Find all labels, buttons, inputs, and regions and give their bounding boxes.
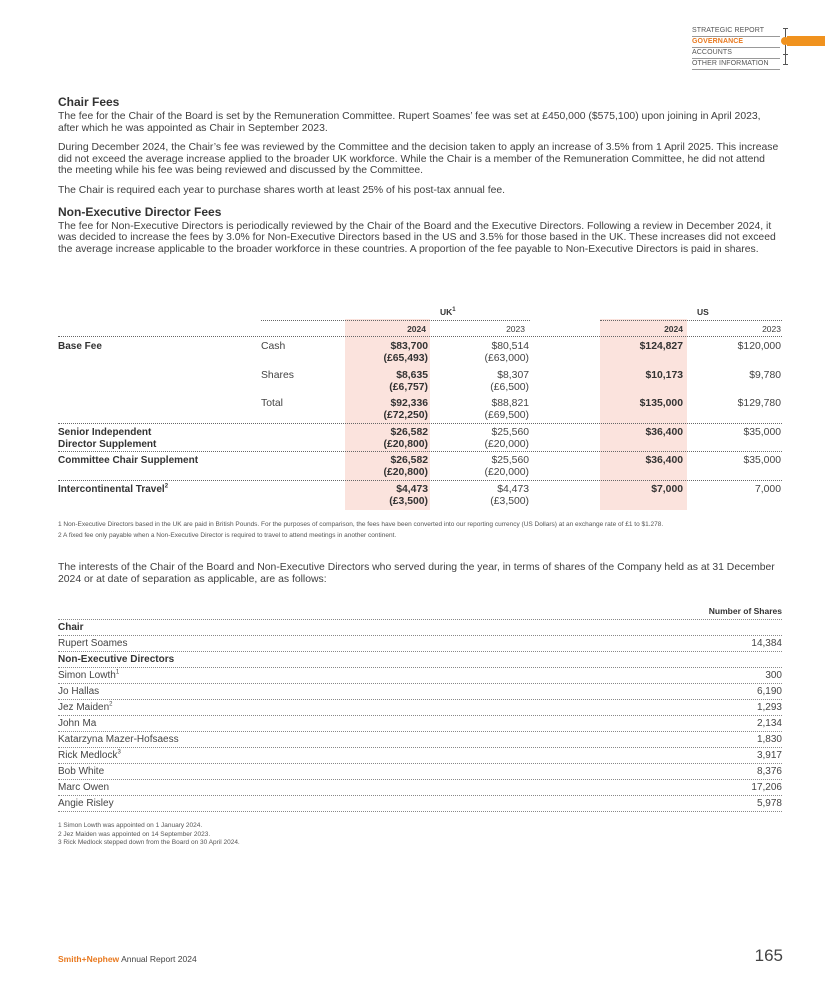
travel-label: Intercontinental Travel$^2$: [58, 483, 169, 495]
brand-name: Smith+Nephew: [58, 954, 120, 964]
uk-header: $UK^1$: [440, 307, 456, 317]
chair-fees-paragraph-2: During December 2024, the Chair’s fee was reviewed by the Committee and the decision taken to apply an increase of 3.5% from 1 April 2025. This increase did not exceed the average increase applied to the broader UK workforce. While the Chair is a member of the Remuneration Committee, he did not attend the meeting while his fee was being reviewed and discussed by the Committee.: [58, 142, 779, 177]
interests-paragraph: The interests of the Chair of the Board and Non-Executive Directors who served during the year, in terms of shares of the Company held as at 31 December 2024 or at date of separation as applicable, are as follows:: [58, 562, 775, 585]
sid-uk-2024: $26,582 (£20,800): [383, 427, 428, 450]
fee-footnote-2: 2 A fixed fee only payable when a Non-Executive Director is required to travel to attend meetings in another continent.: [58, 531, 397, 539]
total-us-2023: $129,780: [737, 398, 781, 409]
ned-fees-paragraph: The fee for Non-Executive Directors is periodically reviewed by the Chair of the Board and the Executive Directors. Following a review in December 2024, it was decided to increase the fees by 3.0% for Non-Executive Directors based in the US and 3.5% for those based in the UK. These increases did not exceed the average increase applicable to the broader workforce in these countries. A proportion of the fee payable to Non-Executive Directors is paid in shares.: [58, 220, 776, 255]
nav-rail: [785, 28, 786, 65]
ccs-us-2024: $36,400: [645, 455, 683, 466]
uk-2023-header: 2023: [506, 324, 525, 334]
shares-table: [58, 604, 782, 812]
ccs-us-2023: $35,000: [743, 455, 781, 466]
ccs-uk-2024: $26,582 (£20,800): [383, 455, 428, 478]
ned-section-row: Non-Executive Directors: [58, 652, 782, 668]
nav-tick: [783, 28, 788, 29]
nav-active-marker: [787, 36, 825, 46]
us-header: US: [697, 307, 709, 317]
nav-item-governance[interactable]: GOVERNANCE: [692, 37, 780, 48]
ccs-label: Committee Chair Supplement: [58, 455, 199, 466]
table-row: Jez Maiden$^2$ 1,293: [58, 700, 782, 716]
table-row: Jo Hallas 6,190: [58, 684, 782, 700]
us-2023-header: 2023: [762, 324, 781, 334]
table-row: Marc Owen 17,206: [58, 780, 782, 796]
chair-fees-paragraph-1: The fee for the Chair of the Board is set by the Remuneration Committee. Rupert Soames’ fee was set at £450,000 ($575,100) upon joining in April 2023, after which he was appointed as Chair in September 2023.: [58, 111, 761, 134]
total-us-2024: $135,000: [639, 398, 683, 409]
sid-uk-2023: $25,560 (£20,000): [484, 427, 529, 450]
table-row: Angie Risley 5,978: [58, 796, 782, 812]
base-fee-label: Base Fee: [58, 341, 102, 352]
fee-footnote-1: 1 Non-Executive Directors based in the UK are paid in British Pounds. For the purposes of comparison, the fees have been converted into our reporting currency (US Dollars) at an exchange rate of £1 to $1.278.: [58, 521, 664, 528]
sid-label: Senior Independent Director Supplement: [58, 427, 157, 450]
table-row: Katarzyna Mazer-Hofsaess 1,830: [58, 732, 782, 748]
fee-footnotes: [58, 521, 782, 540]
nav-item-other-information[interactable]: OTHER INFORMATION: [692, 59, 780, 70]
cash-uk-2023: $80,514 (£63,000): [484, 341, 529, 364]
uk-2024-header: 2024: [407, 324, 426, 334]
main-content: [58, 95, 782, 263]
shares-footnote-3: 3 Rick Medlock stepped down from the Board on 30 April 2024.: [58, 839, 240, 846]
table-row: Bob White 8,376: [58, 764, 782, 780]
report-title: Annual Report 2024: [121, 954, 197, 964]
row-cash-label: Cash: [261, 341, 286, 352]
row-total-label: Total: [261, 398, 283, 409]
fee-table: [58, 303, 782, 513]
nav-tick: [783, 54, 788, 55]
row-shares-label: Shares: [261, 370, 294, 381]
page-number: 165: [754, 946, 783, 965]
section-nav: [692, 26, 780, 70]
cash-us-2024: $124,827: [639, 341, 683, 352]
sid-us-2023: $35,000: [743, 427, 781, 438]
shares-column-header: Number of Shares: [58, 604, 782, 620]
nav-tick: [783, 64, 788, 65]
shares-us-2024: $10,173: [645, 370, 683, 381]
cash-us-2023: $120,000: [737, 341, 781, 352]
shares-footnote-2: 2 Jez Maiden was appointed on 14 September 2023.: [58, 830, 211, 838]
sid-us-2024: $36,400: [645, 427, 683, 438]
chair-fees-paragraph-3: The Chair is required each year to purchase shares worth at least 25% of his post-tax annual fee.: [58, 184, 506, 196]
ned-fees-heading: Non-Executive Director Fees: [58, 204, 222, 219]
table-row: Rupert Soames 14,384: [58, 636, 782, 652]
us-2024-header: 2024: [664, 324, 683, 334]
table-row: John Ma 2,134: [58, 716, 782, 732]
shares-footnotes: [58, 822, 782, 848]
shares-uk-2024: $8,635 (£6,757): [389, 370, 428, 393]
shares-uk-2023: $8,307 (£6,500): [490, 370, 529, 393]
travel-us-2024: $7,000: [651, 484, 683, 495]
nav-item-strategic-report[interactable]: STRATEGIC REPORT: [692, 26, 780, 37]
cash-uk-2024: $83,700 (£65,493): [383, 341, 428, 364]
shares-footnote-1: 1 Simon Lowth was appointed on 1 January 2024.: [58, 822, 203, 829]
table-row: Simon Lowth$^1$ 300: [58, 668, 782, 684]
travel-us-2023: 7,000: [754, 484, 781, 495]
nav-active-dot: [781, 37, 789, 45]
table-row: Rick Medlock$^3$ 3,917: [58, 748, 782, 764]
total-uk-2023: $88,821 (£69,500): [484, 398, 529, 421]
total-uk-2024: $92,336 (£72,250): [383, 398, 428, 421]
shares-us-2023: $9,780: [749, 370, 781, 381]
chair-fees-heading: Chair Fees: [58, 95, 120, 109]
footer-brand: [58, 954, 197, 964]
travel-uk-2024: $4,473 (£3,500): [389, 484, 428, 507]
nav-item-accounts[interactable]: ACCOUNTS: [692, 48, 780, 59]
ccs-uk-2023: $25,560 (£20,000): [484, 455, 529, 478]
chair-section-row: Chair: [58, 620, 782, 636]
travel-uk-2023: $4,473 (£3,500): [490, 484, 529, 507]
